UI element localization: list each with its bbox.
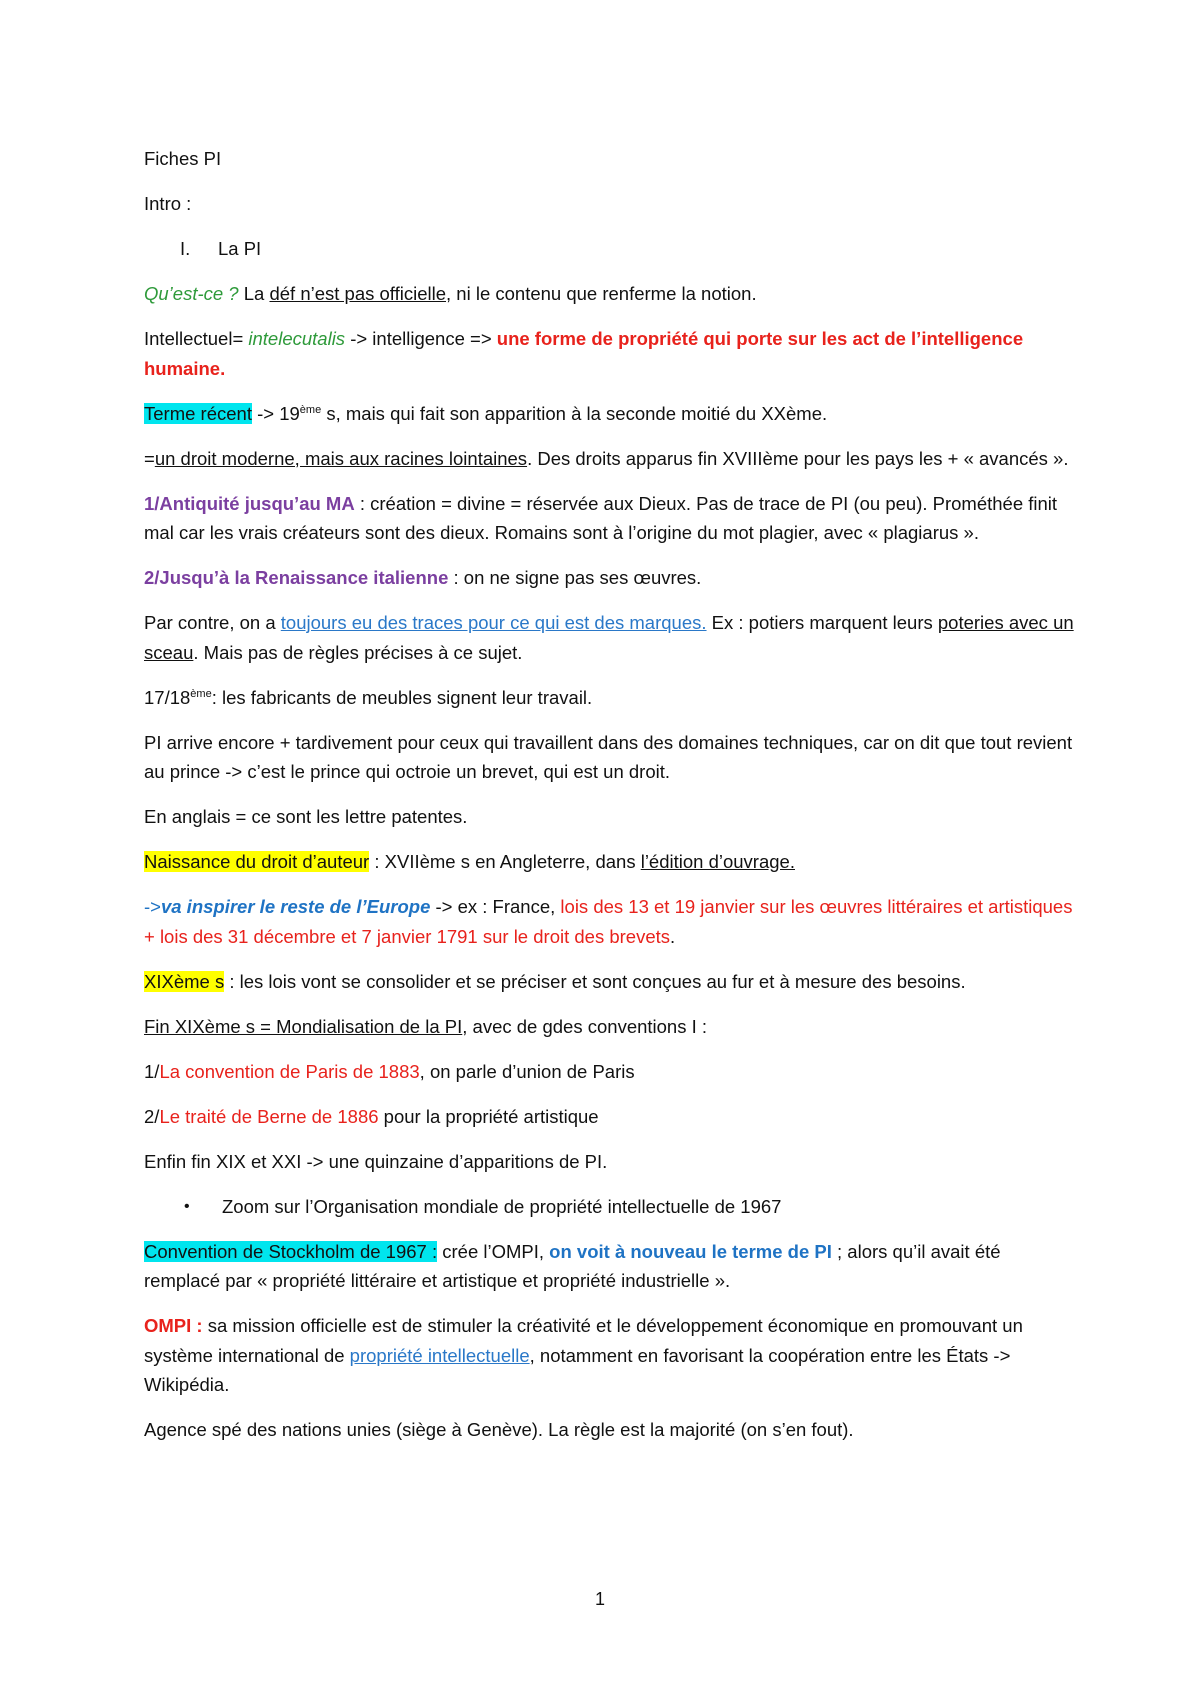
page-number: 1 — [594, 1589, 605, 1609]
paragraph-berne: 2/Le traité de Berne de 1886 pour la propriété artistique — [144, 1105, 599, 1127]
paragraph-modern-right: =un droit moderne, mais aux racines lointaines. Des droits apparus fin XVIIIème pour les pays les + « avancés ». — [144, 447, 1069, 469]
paragraph-technical: PI arrive encore + tardivement pour ceux qui travaillent dans des domaines techniques, car on dit que tout revient au prince -> c’est le prince qui octroie un brevet, qui est un droit. — [144, 731, 1073, 782]
paragraph-apparitions: Enfin fin XIX et XXI -> une quinzaine d’apparitions de PI. — [144, 1150, 608, 1172]
paragraph-definition: Qu’est-ce ? La déf n’est pas officielle, ni le contenu que renferme la notion. — [144, 283, 757, 304]
paragraph-stockholm: Convention de Stockholm de 1967 : crée l’OMPI, on voit à nouveau le terme de PI ; alors qu’il avait été remplacé par « propriété littéraire et artistique et propriété industrielle ». — [144, 1240, 1001, 1291]
highlight-cyan: Terme récent — [144, 402, 252, 424]
highlight-cyan: Convention de Stockholm de 1967 : — [144, 1240, 438, 1262]
paragraph-renaissance: 2/Jusqu’à la Renaissance italienne : on ne signe pas ses œuvres. — [144, 567, 702, 588]
doc-title: Fiches PI — [144, 148, 222, 169]
paragraph-ompi: OMPI : sa mission officielle est de stimuler la créativité et le développement économique en promouvant un système international de propriété intellectuelle, notamment en favorisant la coopération entre les États -> Wikipédia. — [144, 1315, 1023, 1395]
section-label: La PI — [218, 238, 262, 259]
bullet-icon: • — [184, 1197, 190, 1215]
highlight-yellow: Naissance du droit d’auteur — [144, 851, 370, 872]
paragraph-furniture: 17/18ème: les fabricants de meubles signent leur travail. — [144, 686, 593, 708]
paragraph-marks: Par contre, on a toujours eu des traces pour ce qui est des marques. Ex : potiers marquent leurs poteries avec un sceau. Mais pas de règles précises à ce sujet. — [144, 612, 1074, 663]
paragraph-antiquity: 1/Antiquité jusqu’au MA : création = divine = réservée aux Dieux. Pas de trace de PI (ou peu). Prométhée finit mal car les vrais créateurs sont des dieux. Romains sont à l’origine du mot plagier, avec « plagiarus ». — [144, 492, 1058, 543]
section-heading — [144, 234, 1074, 264]
marks-link[interactable]: toujours eu des traces pour ce qui est des marques. — [280, 612, 707, 633]
paragraph-agency: Agence spé des nations unies (siège à Genève). La règle est la majorité (on s’en fout). — [144, 1419, 854, 1440]
paragraph-etymology: Intellectuel= intelecutalis -> intelligence => une forme de propriété qui porte sur les act de l’intelligence humaine. — [144, 328, 1024, 379]
paragraph-english: En anglais = ce sont les lettre patentes. — [144, 806, 468, 827]
question-label: Qu’est-ce ? — [144, 283, 239, 304]
paragraph-globalization: Fin XIXème s = Mondialisation de la PI, avec de gdes conventions I : — [144, 1015, 708, 1037]
intro-heading: Intro : — [144, 193, 192, 214]
paragraph-europe: ->va inspirer le reste de l’Europe -> ex : France, lois des 13 et 19 janvier sur les œuvres littéraires et artistiques + lois des 31 décembre et 7 janvier 1791 sur le droit des brevets. — [144, 896, 1073, 947]
section-number: I. — [180, 238, 191, 259]
highlight-yellow: XIXème s — [144, 970, 225, 992]
paragraph-author-right: Naissance du droit d’auteur : XVIIème s en Angleterre, dans l’édition d’ouvrage. — [144, 851, 795, 872]
ip-link[interactable]: propriété intellectuelle — [349, 1344, 530, 1366]
paragraph-paris: 1/La convention de Paris de 1883, on parle d’union de Paris — [144, 1060, 635, 1082]
document-page — [144, 144, 1074, 1460]
paragraph-19th: XIXème s : les lois vont se consolider et se préciser et sont conçues au fur et à mesure des besoins. — [144, 970, 966, 992]
bullet-item: • Zoom sur l’Organisation mondiale de propriété intellectuelle de 1967 — [144, 1192, 1074, 1222]
paragraph-recent-term: Terme récent -> 19ème s, mais qui fait son apparition à la seconde moitié du XXème. — [144, 402, 828, 424]
